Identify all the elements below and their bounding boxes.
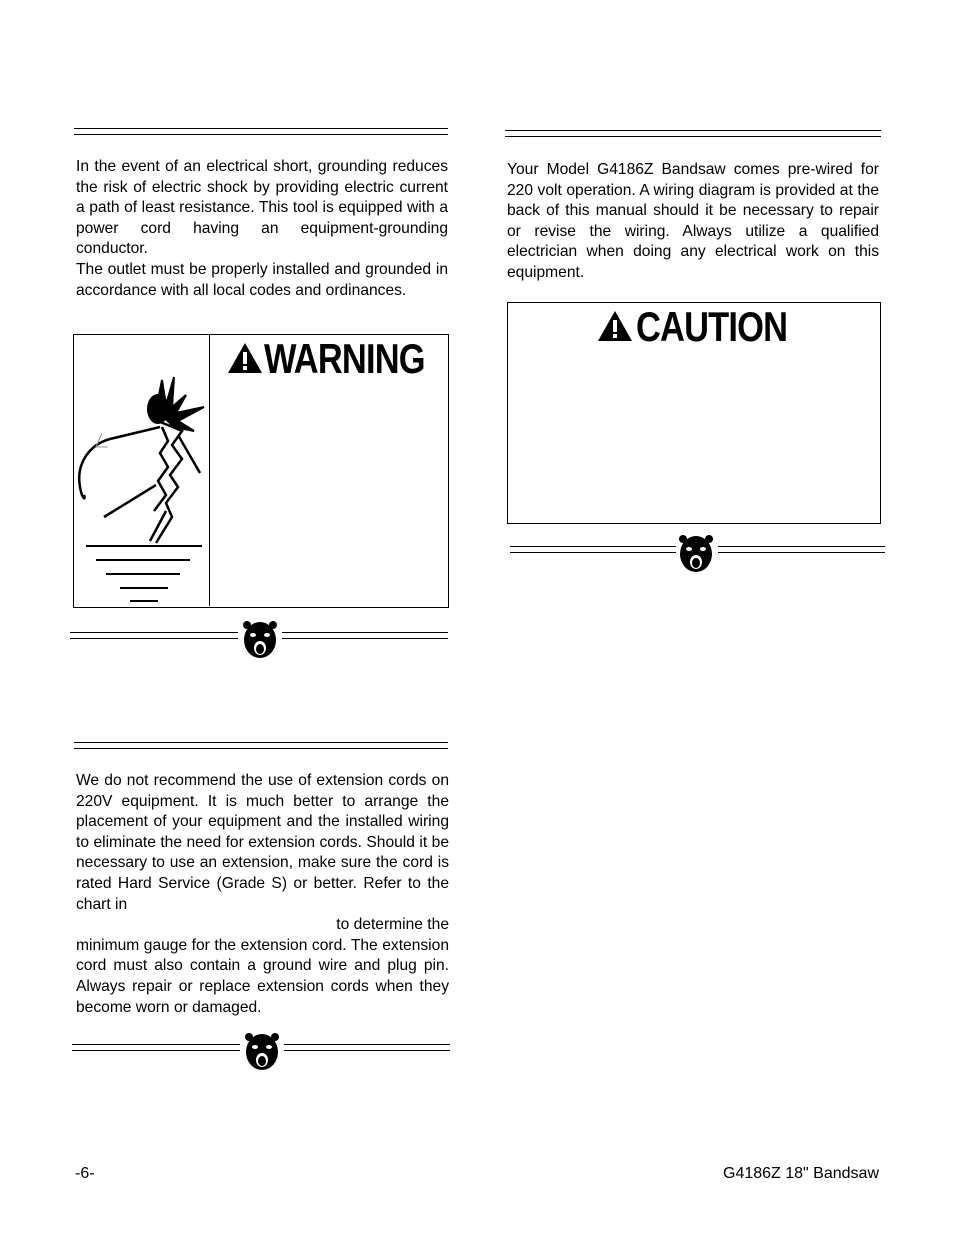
warning-triangle-icon: [596, 309, 634, 343]
warning-figure-panel: [74, 335, 210, 606]
section-divider-1: [70, 620, 448, 660]
extension-text-3: minimum gauge for the extension cord. The extension cord must also contain a ground wire and plug pin. Always repair or replace extension cords when they become worn or damaged.: [76, 936, 449, 1016]
bear-head-logo-icon: [678, 534, 714, 574]
wiring-text: Your Model G4186Z Bandsaw comes pre-wired for 220 volt operation. A wiring diagram is provided at the back of this manual should it be necessary to repair or revise the wiring. Always utilize a qualified electrician when doing any electrical work on this equipment.: [507, 161, 879, 281]
warning-box: [73, 334, 449, 608]
bear-head-logo-icon: [244, 1032, 280, 1072]
wiring-heading-rule: [505, 130, 881, 140]
caution-box: [507, 302, 881, 524]
section-divider-3: [510, 534, 885, 574]
bear-head-logo-icon: [242, 620, 278, 660]
section-divider-2: [72, 1030, 450, 1070]
ground-symbol-icon: [86, 546, 202, 601]
footer-model-title: G4186Z 18" Bandsaw: [723, 1165, 879, 1182]
grounding-paragraph: [76, 157, 448, 301]
warning-header: [224, 335, 439, 382]
extension-text-1: We do not recommend the use of extension cords on 220V equipment. It is much better to arrange the placement of your equipment and the installed wiring to eliminate the need for extension cords. Should it be necessary to use an extension, make sure the cord is rated Hard Service (Grade S) or better. Refer to the chart in: [76, 772, 449, 913]
grounding-text-1: In the event of an electrical short, grounding reduces the risk of electric shock by providing electric current a path of least resistance. This tool is equipped with a power cord having an equipment-grounding conductor.: [76, 158, 448, 258]
wiring-paragraph: [507, 160, 879, 284]
warning-word: WARNING: [264, 335, 425, 382]
grounding-text-2: The outlet must be properly installed and grounded in accordance with all local codes and ordinances.: [76, 260, 448, 299]
extension-heading-rule: [74, 742, 448, 752]
electric-shock-figure-icon: [74, 335, 209, 606]
extension-paragraph: [76, 771, 449, 1018]
warning-triangle-icon: [226, 341, 264, 375]
caution-word: CAUTION: [636, 303, 788, 350]
grounding-heading-rule: [74, 128, 448, 138]
extension-text-2: to determine the: [336, 916, 449, 934]
page-number: -6-: [75, 1165, 95, 1182]
